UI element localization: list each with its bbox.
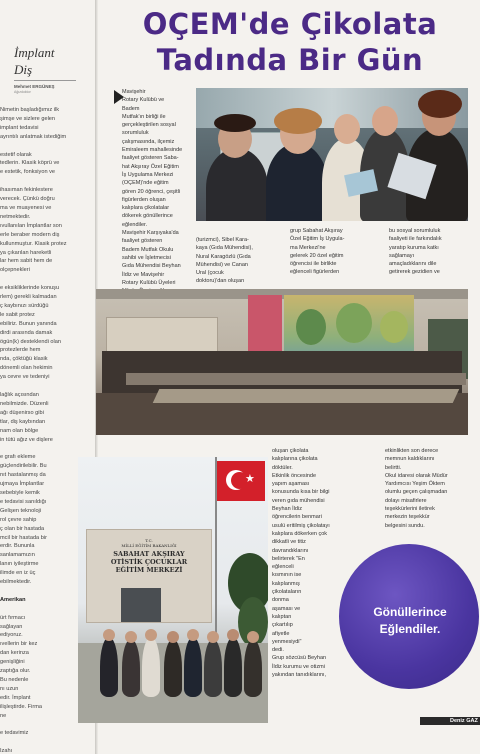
text-line: donma — [272, 597, 289, 604]
text-line: eğlenceli figürlerden — [290, 269, 340, 276]
text-line: belgesini sundu. — [385, 522, 425, 529]
left-text-line: protezlerde hem — [0, 347, 41, 354]
text-line: çikolataların — [272, 589, 302, 596]
left-text-line: in tütü ağız ve dişlere — [0, 436, 53, 443]
text-line: davrandıklarını — [272, 547, 309, 554]
left-text-line: estetif olarak — [0, 151, 32, 158]
article-column-4 — [389, 227, 469, 277]
left-text-line: dirdi arasında damak — [0, 329, 53, 336]
left-text-line: lağlık açısından — [0, 392, 39, 398]
text-line: Mühendisi) ve Canan — [196, 261, 248, 268]
text-line: getirerek gezidien ve — [389, 269, 440, 276]
left-text-line — [0, 177, 86, 186]
left-text-line: nam olan bölge — [0, 427, 39, 434]
left-heading-line1: İmplant — [14, 45, 55, 60]
text-line: teşekkürlerini iletirek — [385, 506, 435, 513]
left-text-line — [0, 605, 86, 614]
text-line: oluşan çikolata — [272, 448, 309, 454]
text-line: Emiraleem mahallesinde — [122, 147, 183, 154]
text-line: (turizmci), Sibel Kara- — [196, 237, 249, 243]
left-text-line: ç kaybınızı sürdüğü — [0, 302, 49, 309]
text-line: yenmesiydi" — [272, 638, 302, 645]
text-line: grup Sabahat Akşıray — [290, 228, 343, 234]
left-article-text — [0, 106, 86, 754]
left-text-line: nebilmizde. Düzenli — [0, 400, 49, 407]
text-line: Beyhan İldiz — [272, 506, 302, 513]
left-text-line: genişliğini — [0, 659, 25, 666]
left-text-line — [0, 142, 86, 151]
left-author: Mehmet ERGÜNEŞ — [14, 84, 55, 89]
left-text-line: olçepnekleri — [0, 267, 30, 274]
text-line: ma Merkezi'ne — [290, 244, 326, 251]
left-text-line: mcil bir hastada bir — [0, 534, 47, 541]
left-text-line: e tedavimiz — [0, 730, 29, 737]
text-line: olumlu geçen çalışmadan — [385, 489, 448, 496]
left-text-line: kullunmuştur. Klasik protez — [0, 240, 67, 247]
left-text-line: implant tedavisi — [0, 124, 39, 131]
text-line: dikkatli ve titiz — [272, 539, 306, 546]
text-line: Yardımcısı Yeşim Öktem — [385, 481, 445, 488]
left-text-line: erdir. Bununla — [0, 543, 35, 550]
text-line: öğrencisi ile birlikte — [290, 261, 337, 268]
text-line: dökerek gönüllerince — [122, 213, 173, 220]
sign-line3: SABAHAT AKŞIRAY — [113, 550, 185, 558]
left-text-line: rlem) gerekli kalmadan — [0, 294, 57, 301]
left-text-line: ağı düşenirso gibi — [0, 409, 44, 416]
left-text-line: e tedavisi sanıldığı — [0, 498, 47, 505]
left-text-line — [0, 382, 86, 391]
article-column-3 — [290, 227, 366, 277]
left-divider — [14, 80, 76, 81]
text-line: Badem — [122, 105, 140, 112]
left-text-line: ihasıman fekinlestere — [0, 187, 53, 194]
left-text-line: ma ve muayenesi ve — [0, 204, 52, 211]
text-line: Mutfak'ın birliği ile — [122, 113, 166, 120]
text-line: faaliyeti ile farkındalık — [389, 236, 442, 243]
footer-publication: Deniz GAZ — [450, 718, 478, 724]
text-line: usulü eritilmiş çikolatayı — [272, 522, 330, 529]
left-text-line: nı uzun — [0, 685, 19, 692]
text-line: sahibi ve İşletmecisi — [122, 254, 171, 261]
text-line: yaratıp kuruma katkı — [389, 244, 439, 251]
text-line: faaliyet gösteren Saba- — [122, 155, 179, 162]
left-text-line: zaptığa olur. — [0, 668, 31, 675]
text-line: veren gıda mühendisi — [272, 497, 325, 504]
text-line: Rotary Kulübü Üyeleri — [122, 279, 176, 286]
sign-line1: T.C. — [145, 538, 153, 543]
text-line: gerçekleştirilen sosyal — [122, 122, 176, 129]
left-text-line: e estetik, fonksiyon ve — [0, 169, 56, 176]
text-line: döktüler. — [272, 464, 293, 471]
text-line: Ural (çocuk — [196, 270, 224, 277]
text-line: kısmının ise — [272, 572, 302, 579]
left-text-line: sağlayan — [0, 623, 23, 630]
text-line: hat Akşıray Özel Eğitim — [122, 163, 179, 170]
badge-line2: Eğlendiler. — [379, 622, 441, 636]
text-line: çalışmasında, ilçemiz — [122, 138, 175, 145]
left-text-line — [0, 738, 86, 747]
left-text-line: lanın iyileştirme — [0, 561, 39, 568]
left-heading-line2: Diş — [14, 62, 33, 77]
left-text-line: Izahı — [0, 748, 13, 754]
text-line: doktoru)'dan oluşan — [196, 278, 245, 285]
left-text-line: netmektedir. — [0, 213, 31, 220]
text-line: kaya (Gıda Mühendisi), — [196, 245, 253, 252]
text-line: sağlamayı — [389, 252, 415, 259]
text-line: konusunda kısa bir bilgi — [272, 489, 330, 496]
left-text-line: ayrıntılı anlatmak istediğim — [0, 133, 67, 140]
title-line2: Tadında Bir Gün — [156, 43, 424, 77]
school-sign — [91, 538, 207, 578]
badge-line1: Gönüllerince — [373, 605, 447, 619]
left-text-line — [0, 444, 86, 453]
left-text-line: ıvullanılan İmplantlar son — [0, 222, 62, 229]
text-line: Mavişehir — [122, 89, 146, 95]
left-heading — [14, 44, 54, 78]
left-text-line: şimşe ve sizlere gelen — [0, 115, 56, 122]
text-line: İldiz ve Mavişehir — [122, 271, 165, 278]
text-line: etkinlikten son derece — [385, 448, 439, 454]
left-text-line: lar hem sabit hem de — [0, 258, 53, 265]
left-text-line: ujmaya İmplantlar — [0, 481, 45, 488]
text-line: kalıplanmış — [272, 580, 300, 587]
star-icon: ★ — [245, 473, 255, 485]
left-text-line: nda, çöktüğü klasik — [0, 356, 48, 363]
article-column-1 — [122, 88, 194, 295]
school-building — [86, 529, 212, 623]
text-line: belirterek "En — [272, 555, 305, 562]
left-text-line: Amerikan — [0, 596, 26, 603]
left-text-line — [0, 721, 86, 730]
left-text-line: Bu nedenle — [0, 677, 29, 683]
text-line: Badem Mutfak Okulu — [122, 246, 174, 253]
left-text-line: dan kerinza — [0, 650, 29, 657]
text-line: eğlendiler. — [122, 221, 148, 228]
left-text-line: le sabit protez — [0, 311, 35, 318]
left-text-line: Nimetin başladığımız ilk — [0, 107, 60, 113]
text-line: İş Uygulama Merkezi — [122, 171, 174, 178]
sign-line4: OTİSTİK ÇOCUKLAR — [110, 558, 188, 566]
text-line: belirtti. — [385, 464, 402, 471]
badge-text — [349, 604, 471, 638]
text-line: İldiz kurumu ve otizmi — [272, 663, 325, 670]
text-line: dolayı misafirlere — [385, 497, 427, 504]
left-text-line: ilişleştirde. Firma — [0, 703, 42, 710]
turkish-flag — [217, 461, 265, 501]
text-line: (OÇEM)'nde eğitim — [122, 180, 169, 187]
left-text-line — [0, 587, 86, 596]
left-text-line: ögün(k) desteklendi olan — [0, 338, 61, 345]
left-text-line: rol çevre sahip — [0, 516, 37, 523]
text-line: merkezin teşekkür — [385, 514, 430, 521]
photo-volunteers — [196, 88, 468, 221]
left-text-line: ç olan bir hastada — [0, 525, 45, 532]
text-line: Etkinlik öncesinde — [272, 472, 317, 479]
title-line1: OÇEM'de Çikolata — [142, 7, 438, 41]
left-text-line: ürt fırmacı — [0, 614, 26, 621]
left-text-line: ıvellerin bir kez — [0, 641, 38, 648]
text-line: Özel Eğitim İş Uygula- — [290, 236, 345, 243]
text-line: kalıplara dökerken çok — [272, 530, 328, 537]
left-text-line: ya cevre ve tedeniyi — [0, 374, 50, 381]
left-text-line: verecek. Çünkü doğru — [0, 196, 55, 203]
text-line: memnun kaldıklarını — [385, 456, 435, 463]
left-text-line: dönemli olan hekimin — [0, 365, 53, 372]
left-text-line: ne — [0, 712, 7, 719]
text-line: sorumluluk — [122, 130, 149, 137]
text-line: eğlenceli — [272, 564, 294, 571]
text-line: yakından tanıdıklarını, — [272, 672, 327, 679]
text-line: çıkartılıp — [272, 622, 293, 629]
article-column-6 — [385, 447, 475, 530]
article-title — [110, 6, 470, 78]
photo-students-group — [96, 289, 468, 435]
text-line: Grup sözcüsü Beyhan — [272, 655, 327, 662]
left-text-line: e eksikliklerinde konuşu — [0, 285, 60, 292]
left-text-line: nıt hastalanmış da — [0, 472, 46, 479]
text-line: kalıplarına çikolata — [272, 456, 318, 463]
text-line: kalıplara çikolatalar — [122, 205, 170, 212]
text-line: aşaması ve — [272, 605, 301, 612]
left-text-line: erle beraber modern diş — [0, 231, 60, 238]
text-line: gelerek 20 özel eğitim — [290, 252, 344, 259]
text-line: Gıda Mühendisi Beyhan — [122, 263, 181, 270]
left-author-role: Ağızdoktor — [14, 90, 31, 94]
left-text-line: sanlamamızın — [0, 552, 35, 559]
text-line: afiyetle — [272, 630, 290, 637]
left-text-line: ilimde en iz üç — [0, 570, 36, 577]
text-line: bu sosyal sorumluluk — [389, 228, 441, 234]
left-text-line: güçlendirilebilir. Bu — [0, 463, 47, 470]
text-line: gören 20 öğrenci, çeşitli — [122, 188, 181, 195]
text-line: kalıptan — [272, 613, 292, 620]
left-text-line: ebilmektedir. — [0, 579, 32, 586]
text-line: figürlerden oluşan — [122, 196, 166, 203]
article-column-2 — [196, 236, 272, 286]
text-line: Rotary Kulübü ve — [122, 97, 165, 104]
left-text-line: ediyoruz. — [0, 632, 23, 639]
text-line: faaliyet gösteren — [122, 238, 163, 245]
photo-school-building — [78, 457, 268, 723]
left-text-line: sebebiyle kemik — [0, 489, 40, 496]
left-text-line: ebiliriz. Bunun yanında — [0, 320, 57, 327]
left-text-line: ya çıkarılan hareketli — [0, 249, 52, 256]
left-text-line: edir. İmplant — [0, 694, 31, 701]
text-line: Okul idaresi olarak Müdür — [385, 472, 448, 479]
left-text-line: Gelişen teknoloji — [0, 507, 42, 514]
left-text-line: e grafı ekleme — [0, 454, 36, 461]
text-line: öğrencilerin benmari — [272, 514, 322, 521]
text-line: amaçladıklarını dile — [389, 261, 437, 268]
sign-line5: EĞİTİM MERKEZİ — [115, 566, 183, 574]
left-text-line: tlar, diş kaybından — [0, 418, 46, 425]
text-line: yapım aşaması — [272, 481, 310, 488]
text-line: dedi. — [272, 647, 284, 654]
sign-line2: MİLLİ EĞİTİM BAKANLIĞI — [121, 543, 177, 548]
left-text-line: tedlerin. Klasik köprü ve — [0, 160, 60, 167]
text-line: Mavişehir Karşıyaka'da — [122, 230, 179, 237]
left-text-line — [0, 275, 86, 284]
text-line: Nural Karagözlü (Gıda — [196, 253, 251, 260]
